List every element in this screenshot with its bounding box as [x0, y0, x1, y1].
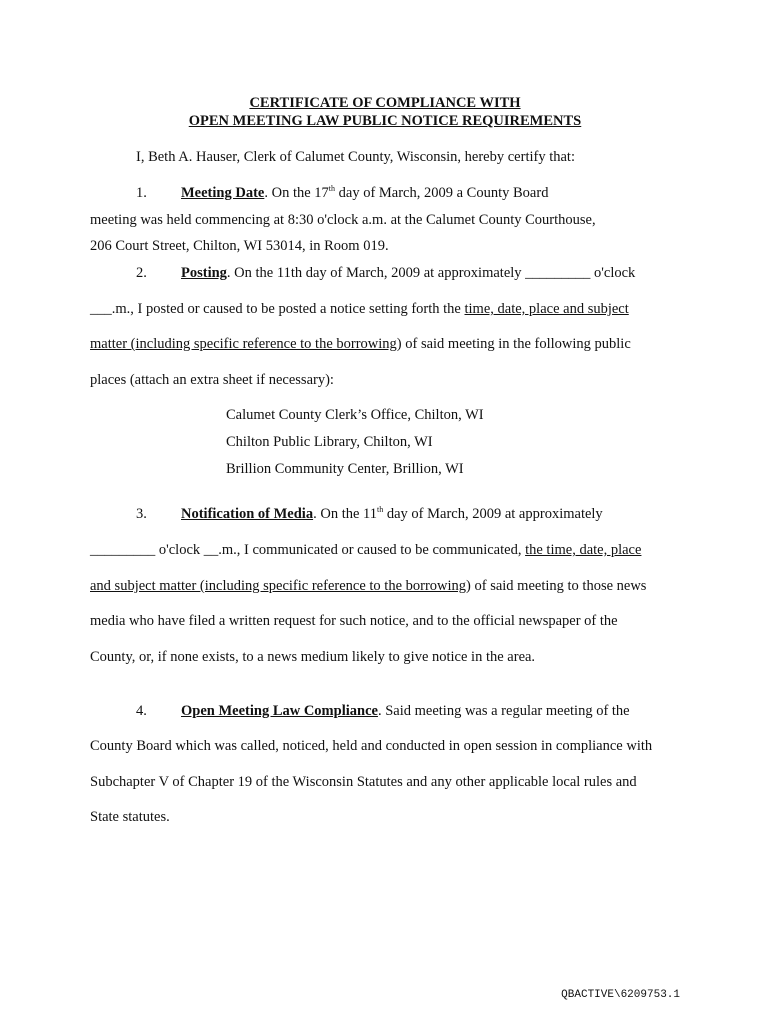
item-1-line-2: meeting was held commencing at 8:30 o'clock a.m. at the Calumet County Courthouse,	[90, 212, 596, 228]
document-footer-id: QBACTIVE\6209753.1	[561, 989, 680, 1001]
item-4-text-a: . Said meeting was a regular meeting of the	[377, 703, 630, 719]
item-2-line-3-text: ) of said meeting in the following public	[396, 336, 631, 352]
item-3-sup: th	[377, 505, 384, 515]
item-3-line-3-underlined: and subject matter (including specific reference to the borrowing	[90, 578, 467, 594]
item-3-first-line	[181, 505, 603, 523]
item-3-line-2	[90, 541, 641, 559]
item-2-line-3	[90, 335, 631, 353]
item-1-sup: th	[328, 184, 336, 194]
item-1-number: 1.	[136, 185, 147, 201]
item-2-text-a: . On the 11th day of March, 2009 at approximately _________ o'clock	[226, 265, 636, 281]
item-4-heading: Open Meeting Law Compliance	[181, 703, 378, 719]
item-4-line-4: State statutes.	[90, 809, 170, 825]
item-4-number: 4.	[136, 703, 147, 719]
item-2-line-2-text: ___.m., I posted or caused to be posted a notice setting forth the	[90, 301, 465, 317]
item-1-heading: Meeting Date	[181, 185, 265, 201]
item-3-line-2-text: _________ o'clock __.m., I communicated or caused to be communicated,	[90, 542, 526, 558]
item-2-number: 2.	[136, 265, 147, 281]
item-3-line-3	[90, 577, 646, 595]
item-1-first-line	[181, 184, 548, 202]
posting-place: Calumet County Clerk’s Office, Chilton, WI	[226, 407, 484, 423]
item-3-line-4: media who have filed a written request for such notice, and to the official newspaper of the	[90, 613, 618, 629]
item-2-heading: Posting	[181, 265, 227, 281]
item-1-text-a: . On the 17	[264, 185, 329, 201]
item-4-line-2: County Board which was called, noticed, held and conducted in open session in compliance with	[90, 738, 653, 754]
title-line-2: OPEN MEETING LAW PUBLIC NOTICE REQUIREMENTS	[188, 113, 582, 129]
item-3-line-5: County, or, if none exists, to a news medium likely to give notice in the area.	[90, 649, 536, 665]
item-3-number: 3.	[136, 506, 147, 522]
item-2-line-2	[90, 300, 629, 318]
item-2-line-3-underlined: matter (including specific reference to the borrowing	[90, 336, 397, 352]
item-4-line-3: Subchapter V of Chapter 19 of the Wisconsin Statutes and any other applicable local rules and	[90, 774, 637, 790]
item-2-line-4: places (attach an extra sheet if necessary):	[90, 372, 334, 388]
item-3-line-2-underlined: the time, date, place	[525, 542, 642, 558]
item-3-heading: Notification of Media	[181, 506, 314, 522]
item-3-text-b: day of March, 2009 at approximately	[383, 506, 603, 522]
item-1-text-b: day of March, 2009 a County Board	[335, 185, 549, 201]
item-4-first-line	[181, 702, 630, 720]
intro-paragraph: I, Beth A. Hauser, Clerk of Calumet County, Wisconsin, hereby certify that:	[136, 149, 575, 165]
item-2-line-2-underlined: time, date, place and subject	[464, 301, 629, 317]
posting-place: Chilton Public Library, Chilton, WI	[226, 434, 433, 450]
item-3-text-a: . On the 11	[313, 506, 377, 522]
item-3-line-3-text: ) of said meeting to those news	[466, 578, 647, 594]
item-1-line-3: 206 Court Street, Chilton, WI 53014, in Room 019.	[90, 238, 389, 254]
title-line-1: CERTIFICATE OF COMPLIANCE WITH	[249, 95, 521, 111]
item-2-first-line	[181, 264, 635, 282]
posting-place: Brillion Community Center, Brillion, WI	[226, 461, 464, 477]
